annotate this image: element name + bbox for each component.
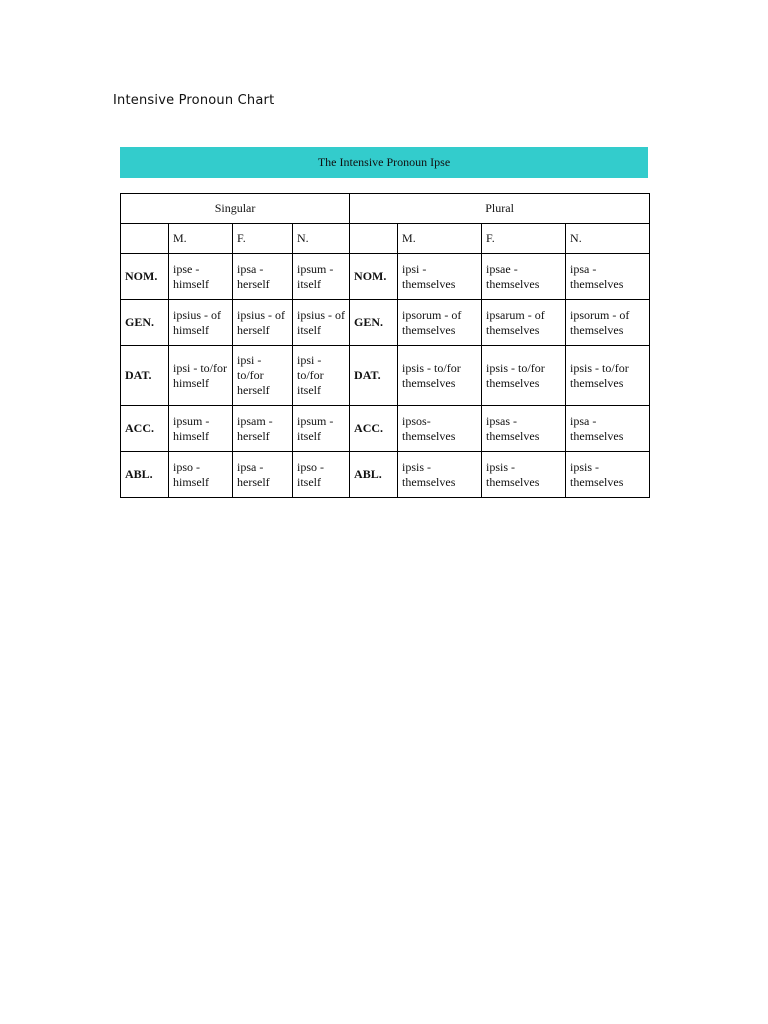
table-cell: ipsam - herself (233, 406, 293, 452)
table-row (121, 346, 650, 406)
case-label: GEN. (121, 300, 169, 346)
gender-header-row (121, 224, 650, 254)
table-cell: ipsum - itself (293, 406, 350, 452)
case-label: GEN. (350, 300, 398, 346)
case-label: DAT. (350, 346, 398, 406)
gender-header: M. (169, 224, 233, 254)
table-cell: ipsis - to/for themselves (398, 346, 482, 406)
table-cell: ipsis - themselves (566, 452, 650, 498)
table-cell: ipsos- themselves (398, 406, 482, 452)
document-title: Intensive Pronoun Chart (113, 93, 275, 108)
table-cell: ipsis - to/for themselves (482, 346, 566, 406)
table-cell: ipsius - of himself (169, 300, 233, 346)
gender-header: N. (293, 224, 350, 254)
gender-header: M. (398, 224, 482, 254)
table-cell: ipsi - to/for himself (169, 346, 233, 406)
banner-title: The Intensive Pronoun Ipse (317, 155, 451, 169)
number-header-row (121, 194, 650, 224)
table-cell: ipsa - herself (233, 254, 293, 300)
case-label: NOM. (121, 254, 169, 300)
singular-header: Singular (121, 194, 350, 224)
case-label: ABL. (121, 452, 169, 498)
table-cell: ipsa - themselves (566, 406, 650, 452)
table-cell: ipsa - herself (233, 452, 293, 498)
table-cell: ipsis - to/for themselves (566, 346, 650, 406)
case-label: ACC. (121, 406, 169, 452)
table-row (121, 254, 650, 300)
table-cell: ipse - himself (169, 254, 233, 300)
table-cell: ipsi - to/for herself (233, 346, 293, 406)
table-cell: ipsorum - of themselves (566, 300, 650, 346)
table-cell: ipsius - of herself (233, 300, 293, 346)
case-label: ABL. (350, 452, 398, 498)
case-label: ACC. (350, 406, 398, 452)
table-cell: ipsi - themselves (398, 254, 482, 300)
table-row (121, 452, 650, 498)
table-cell: ipsum - himself (169, 406, 233, 452)
table-cell: ipsis - themselves (398, 452, 482, 498)
plural-header: Plural (350, 194, 650, 224)
table-row (121, 300, 650, 346)
empty-cell (350, 224, 398, 254)
empty-cell (121, 224, 169, 254)
table-cell: ipsi - to/for itself (293, 346, 350, 406)
table-cell: ipsis - themselves (482, 452, 566, 498)
table-cell: ipsas - themselves (482, 406, 566, 452)
table-cell: ipsae - themselves (482, 254, 566, 300)
case-label: DAT. (121, 346, 169, 406)
gender-header: N. (566, 224, 650, 254)
table-cell: ipsorum - of themselves (398, 300, 482, 346)
gender-header: F. (233, 224, 293, 254)
table-cell: ipso - itself (293, 452, 350, 498)
pronoun-table (120, 193, 650, 498)
table-cell: ipsius - of itself (293, 300, 350, 346)
table-cell: ipsarum - of themselves (482, 300, 566, 346)
case-label: NOM. (350, 254, 398, 300)
table-row (121, 406, 650, 452)
table-cell: ipso - himself (169, 452, 233, 498)
table-cell: ipsa - themselves (566, 254, 650, 300)
table-banner (120, 147, 648, 178)
gender-header: F. (482, 224, 566, 254)
table-cell: ipsum - itself (293, 254, 350, 300)
